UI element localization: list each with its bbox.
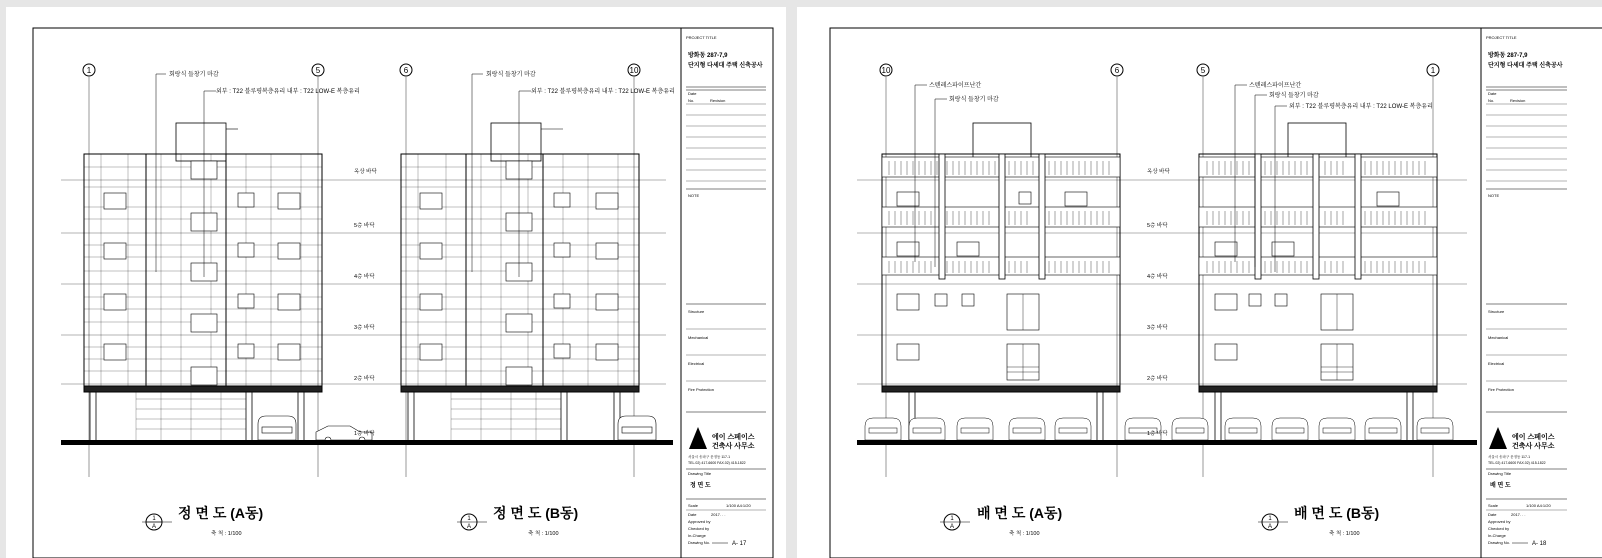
title-block-label: Mechanical bbox=[688, 335, 709, 340]
title-block-label: Fire Protection bbox=[688, 387, 715, 392]
drawing-title-a bbox=[142, 505, 263, 537]
level-labels bbox=[354, 167, 377, 437]
drawing-marker-number: 1 bbox=[1268, 516, 1272, 522]
firm-address: 서울시 송파구 문정동 117-1 bbox=[1488, 455, 1531, 459]
annotation-text: 회랑식 들창기 마감 bbox=[949, 97, 999, 103]
title-block-label: Drawing No. bbox=[1488, 540, 1511, 545]
grid-label: 6 bbox=[1114, 66, 1120, 75]
building-b-rear-elevation bbox=[1199, 123, 1437, 442]
drawing-marker-letter: A bbox=[1267, 524, 1273, 530]
level-label: 2층 바닥 bbox=[1147, 376, 1168, 382]
firm-logo-icon bbox=[689, 427, 707, 449]
level-label: 옥상 바닥 bbox=[1147, 169, 1170, 175]
project-name: 방화동 287-7,9 bbox=[688, 53, 728, 59]
title-block-label: Checked by bbox=[688, 526, 710, 531]
annotation-text: 회랑식 들창기 마감 bbox=[486, 72, 536, 78]
drawing-title: 정 면 도 (B동) bbox=[493, 505, 579, 521]
level-label: 5층 바닥 bbox=[1147, 223, 1168, 229]
firm-logo-icon bbox=[1489, 427, 1507, 449]
drawing-marker-letter: A bbox=[949, 524, 955, 530]
drawing-marker-letter: A bbox=[151, 524, 157, 530]
title-block-label: Date bbox=[688, 512, 697, 517]
grid-markers bbox=[880, 64, 1439, 76]
ground-line bbox=[61, 440, 673, 445]
ground-line bbox=[857, 440, 1477, 445]
sheet-border bbox=[830, 28, 1602, 558]
drawing-title-b bbox=[457, 505, 578, 537]
title-block-label: Date bbox=[1488, 512, 1497, 517]
grid-label: 5 bbox=[315, 66, 321, 75]
firm-address: 서울시 송파구 문정동 117-1 bbox=[688, 455, 731, 459]
annotation-text: 외부 : T22 블루평복층유리 내부 : T22 LOW-E 복층유리 bbox=[531, 89, 675, 95]
level-label: 3층 바닥 bbox=[1147, 325, 1168, 331]
title-block-label: In-Charge bbox=[1488, 533, 1506, 538]
title-block-label: In-Charge bbox=[688, 533, 706, 538]
title-block-label: Fire Protection bbox=[1488, 387, 1515, 392]
firm-name: 에이 스페이스 bbox=[1512, 434, 1555, 441]
level-labels bbox=[1147, 167, 1170, 437]
car-figures bbox=[258, 416, 656, 443]
title-block-label: Approved by bbox=[688, 519, 711, 524]
drawing-scale: 축 척 : 1/100 bbox=[528, 531, 559, 537]
sheet-number: A- 18 bbox=[1532, 541, 1547, 547]
project-name: 단지형 다세대 주택 신축공사 bbox=[1488, 63, 1563, 69]
drawing-title-b bbox=[1258, 505, 1379, 537]
firm-name: 건축사 사무소 bbox=[1512, 443, 1555, 450]
level-label: 1층 바닥 bbox=[354, 431, 375, 437]
sheet-date: 2017. . . bbox=[1511, 512, 1526, 517]
annotation-text: 회랑식 들창기 마감 bbox=[1269, 93, 1319, 99]
drawing-title: 배 면 도 (A동) bbox=[977, 505, 1063, 521]
grid-label: 1 bbox=[86, 66, 92, 75]
building-a-rear-elevation bbox=[882, 123, 1120, 442]
building-b-elevation bbox=[401, 123, 639, 442]
title-block-label: PROJECT TITLE bbox=[1486, 35, 1517, 40]
title-block-label: Checked by bbox=[1488, 526, 1510, 531]
firm-contact: TEL.02) 417-6600 FAX.02) 415-1822 bbox=[1488, 461, 1546, 465]
title-block-label: Approved by bbox=[1488, 519, 1511, 524]
title-block-label: Structure bbox=[688, 309, 705, 314]
grid-label: 1 bbox=[1430, 66, 1436, 75]
drawing-marker-number: 1 bbox=[950, 516, 954, 522]
title-block-label: Revision bbox=[710, 98, 726, 103]
title-block-label: Scale bbox=[1488, 503, 1499, 508]
project-name: 단지형 다세대 주택 신축공사 bbox=[688, 63, 763, 69]
drawing-title: 배 면 도 (B동) bbox=[1294, 505, 1380, 521]
annotation-text: 스텐레스파이프난간 bbox=[1249, 83, 1302, 89]
level-label: 3층 바닥 bbox=[354, 325, 375, 331]
title-block-label: Revision bbox=[1510, 98, 1526, 103]
sheet-border bbox=[33, 28, 773, 558]
elevation-drawing-svg bbox=[6, 7, 786, 558]
title-block-label: Drawing Title bbox=[1488, 471, 1512, 476]
title-block-label: NOTE bbox=[688, 193, 700, 198]
annotation-text: 외부 : T22 블루평복층유리 내부 : T22 LOW-E 복층유리 bbox=[216, 89, 360, 95]
drawing-title: 정 면 도 (A동) bbox=[178, 505, 264, 521]
level-lines bbox=[61, 180, 666, 384]
level-label: 2층 바닥 bbox=[354, 376, 375, 382]
drawing-sheet-rear-elevation bbox=[797, 7, 1602, 558]
sheet-date: 2017. . . bbox=[711, 512, 726, 517]
sheet-drawing-title: 정 면 도 bbox=[690, 483, 711, 489]
title-block-label: NOTE bbox=[1488, 193, 1500, 198]
level-label: 옥상 바닥 bbox=[354, 169, 377, 175]
drawing-scale: 축 척 : 1/100 bbox=[1009, 531, 1040, 537]
title-block-label: Mechanical bbox=[1488, 335, 1509, 340]
title-block-label: PROJECT TITLE bbox=[686, 35, 717, 40]
grid-label: 10 bbox=[629, 66, 639, 75]
title-block-label: Drawing No. bbox=[688, 540, 711, 545]
annotations bbox=[929, 81, 1433, 110]
grid-label: 6 bbox=[403, 66, 409, 75]
title-block-label: Electrical bbox=[688, 361, 705, 366]
project-name: 방화동 287-7,9 bbox=[1488, 53, 1528, 59]
title-block-label: Scale bbox=[688, 503, 699, 508]
level-label: 1층 바닥 bbox=[1147, 431, 1168, 437]
title-block bbox=[1486, 35, 1567, 547]
drawing-marker-number: 1 bbox=[467, 516, 471, 522]
level-label: 5층 바닥 bbox=[354, 223, 375, 229]
title-block bbox=[686, 35, 766, 547]
level-label: 4층 바닥 bbox=[1147, 274, 1168, 280]
sheet-drawing-title: 배 면 도 bbox=[1490, 483, 1511, 489]
firm-name: 건축사 사무소 bbox=[712, 443, 755, 450]
level-label: 4층 바닥 bbox=[354, 274, 375, 280]
drawing-marker-letter: A bbox=[466, 524, 472, 530]
drawing-scale: 축 척 : 1/100 bbox=[211, 531, 242, 537]
sheet-number: A- 17 bbox=[732, 541, 747, 547]
title-block-label: No. bbox=[1488, 98, 1495, 103]
drawing-title-a bbox=[940, 505, 1062, 537]
annotation-text: 스텐레스파이프난간 bbox=[929, 83, 982, 89]
annotation-text: 외부 : T22 블루평복층유리 내부 : T22 LOW-E 복층유리 bbox=[1289, 104, 1433, 110]
title-block-label: No. bbox=[688, 98, 695, 103]
grid-label: 10 bbox=[881, 66, 891, 75]
grid-label: 5 bbox=[1200, 66, 1206, 75]
annotations bbox=[169, 70, 675, 95]
title-block-label: Structure bbox=[1488, 309, 1505, 314]
annotation-text: 회랑식 들창기 마감 bbox=[169, 72, 219, 78]
building-a-elevation bbox=[84, 123, 322, 442]
drawing-sheet-front-elevation bbox=[6, 7, 786, 558]
title-block-label: Date bbox=[688, 91, 697, 96]
title-block-label: Date bbox=[1488, 91, 1497, 96]
title-block-label: Drawing Title bbox=[688, 471, 712, 476]
drawing-marker-number: 1 bbox=[152, 516, 156, 522]
sheet-scale: 1/100 A4:1/20 bbox=[726, 503, 751, 508]
firm-contact: TEL.02) 417-6600 FAX.02) 415-1822 bbox=[688, 461, 746, 465]
drawing-scale: 축 척 : 1/100 bbox=[1329, 531, 1360, 537]
sheet-scale: 1/100 A4:1/20 bbox=[1526, 503, 1551, 508]
grid-markers bbox=[83, 64, 640, 76]
firm-name: 에이 스페이스 bbox=[712, 434, 755, 441]
elevation-drawing-svg bbox=[797, 7, 1602, 558]
title-block-label: Electrical bbox=[1488, 361, 1505, 366]
